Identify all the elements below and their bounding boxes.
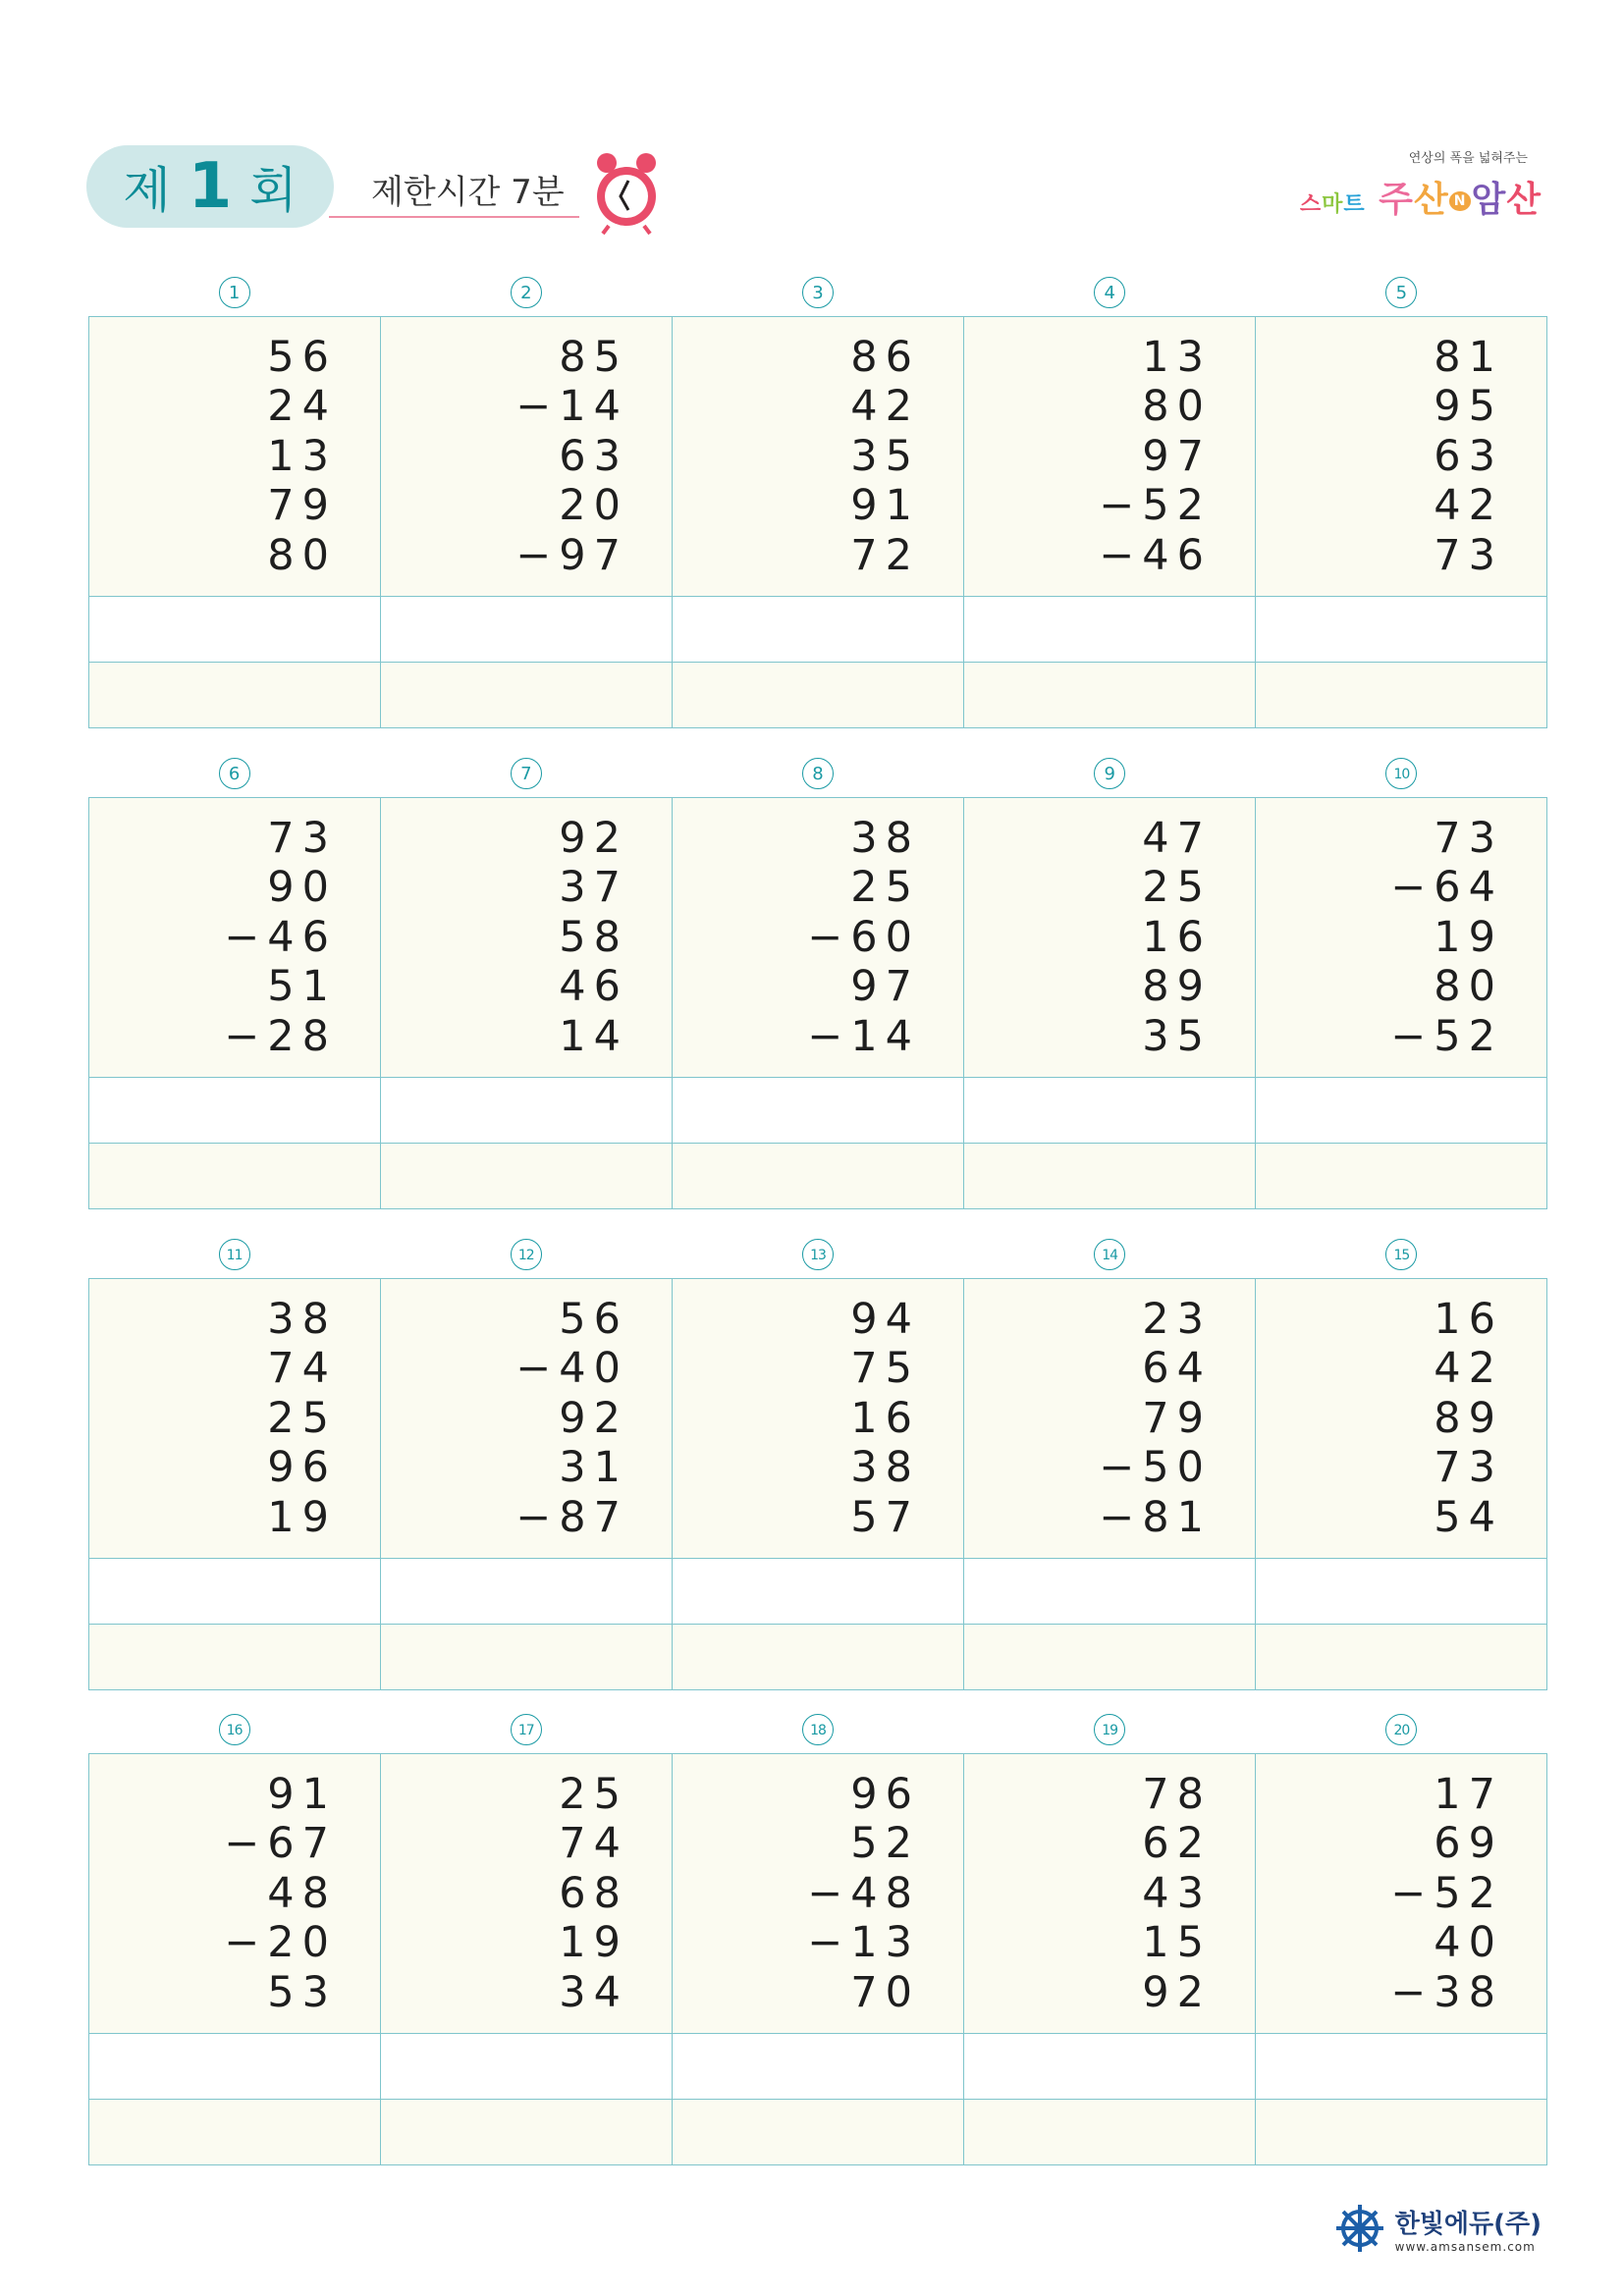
number-line: 91 (850, 481, 920, 531)
publisher-footer (1334, 2203, 1542, 2254)
number-line: 95 (1434, 382, 1503, 432)
number-line: 38 (850, 814, 920, 863)
answer-cell[interactable] (673, 1078, 964, 1144)
number-line: −97 (515, 530, 628, 580)
number-column (673, 317, 963, 580)
problem-number-label: 16 (219, 1714, 250, 1745)
number-line: 53 (267, 1967, 337, 2017)
number-column (964, 798, 1255, 1061)
problem-cell (89, 1754, 381, 2034)
number-line: 40 (1434, 1918, 1503, 1968)
check-cell[interactable] (1256, 1144, 1547, 1209)
number-line: −28 (224, 1011, 337, 1061)
number-line: 79 (1142, 1393, 1212, 1443)
number-line: 81 (1434, 333, 1503, 382)
number-line: 35 (1142, 1011, 1212, 1061)
problem-cell (673, 317, 964, 597)
problem-labels-row (88, 1710, 1547, 1753)
check-cell[interactable] (1256, 663, 1547, 728)
number-line: 16 (1142, 912, 1212, 962)
problem-cell (89, 798, 381, 1078)
answer-cell[interactable] (89, 1078, 381, 1144)
problem-grid (88, 1278, 1547, 1690)
problem-number-label: 17 (511, 1714, 542, 1745)
number-line: 72 (850, 530, 920, 580)
number-line: 31 (559, 1443, 628, 1493)
number-line: −52 (1390, 1011, 1503, 1061)
answer-cell[interactable] (673, 2034, 964, 2100)
number-line: 42 (1434, 481, 1503, 531)
number-column (1256, 798, 1546, 1061)
number-line: 73 (1434, 1443, 1503, 1493)
number-line: 25 (1142, 863, 1212, 913)
number-line: 97 (1142, 431, 1212, 481)
problem-cell (1256, 1279, 1547, 1559)
number-line: 75 (850, 1344, 920, 1394)
number-line: 13 (1142, 333, 1212, 382)
problem-cell (1256, 317, 1547, 597)
number-line: 16 (1434, 1295, 1503, 1344)
title-underline (329, 216, 579, 218)
number-column (89, 1754, 380, 2017)
number-line: −14 (807, 1011, 920, 1061)
number-column (673, 1754, 963, 2017)
round-suffix: 회 (249, 162, 298, 219)
check-cell[interactable] (964, 1625, 1256, 1690)
number-line: 34 (559, 1967, 628, 2017)
number-line: −46 (224, 912, 337, 962)
ship-wheel-icon (1334, 2203, 1385, 2254)
answer-cell[interactable] (964, 597, 1256, 663)
number-line: 92 (559, 1393, 628, 1443)
number-line: 56 (559, 1295, 628, 1344)
check-cell[interactable] (673, 2100, 964, 2165)
problem-number-label: 3 (802, 277, 834, 308)
number-line: 19 (267, 1492, 337, 1542)
number-line: 92 (559, 814, 628, 863)
problem-grid (88, 316, 1547, 728)
number-line: −67 (224, 1819, 337, 1869)
problem-number-label: 6 (219, 758, 250, 789)
number-line: 70 (850, 1967, 920, 2017)
number-line: 62 (1142, 1819, 1212, 1869)
problem-cell (1256, 798, 1547, 1078)
problem-block-1 (88, 273, 1547, 728)
check-cell[interactable] (673, 1144, 964, 1209)
problem-cell (964, 798, 1256, 1078)
problem-cell (381, 317, 673, 597)
number-line: −64 (1390, 863, 1503, 913)
check-cell[interactable] (381, 1144, 673, 1209)
number-line: 92 (1142, 1967, 1212, 2017)
problem-cell (1256, 1754, 1547, 2034)
check-cell[interactable] (673, 663, 964, 728)
answer-cell[interactable] (89, 1559, 381, 1625)
number-line: 96 (850, 1770, 920, 1819)
check-cell[interactable] (964, 663, 1256, 728)
problem-number-label: 18 (802, 1714, 834, 1745)
problem-block-2 (88, 754, 1547, 1209)
check-cell[interactable] (673, 1625, 964, 1690)
number-line: 80 (267, 530, 337, 580)
number-line: 24 (267, 382, 337, 432)
number-line: 38 (850, 1443, 920, 1493)
number-line: −87 (515, 1492, 628, 1542)
number-line: 94 (850, 1295, 920, 1344)
number-line: 43 (1142, 1868, 1212, 1918)
check-cell[interactable] (89, 663, 381, 728)
problem-cell (964, 317, 1256, 597)
number-line: −48 (807, 1868, 920, 1918)
number-line: 97 (850, 962, 920, 1012)
problem-number-label: 14 (1094, 1239, 1125, 1270)
answer-cell[interactable] (89, 2034, 381, 2100)
number-column (1256, 1754, 1546, 2017)
answer-cell[interactable] (964, 1559, 1256, 1625)
problem-number-label: 12 (511, 1239, 542, 1270)
alarm-clock-icon (587, 147, 666, 236)
answer-cell[interactable] (673, 1559, 964, 1625)
number-line: 63 (559, 431, 628, 481)
number-column (89, 798, 380, 1061)
number-line: −14 (515, 382, 628, 432)
brand-tagline: 연상의 폭을 넓혀주는 (1408, 151, 1528, 166)
check-cell[interactable] (381, 1625, 673, 1690)
problem-cell (964, 1754, 1256, 2034)
problem-number-label: 2 (511, 277, 542, 308)
problem-number-label: 19 (1094, 1714, 1125, 1745)
number-line: 17 (1434, 1770, 1503, 1819)
number-line: 19 (1434, 912, 1503, 962)
number-line: 96 (267, 1443, 337, 1493)
check-cell[interactable] (964, 1144, 1256, 1209)
number-line: 35 (850, 431, 920, 481)
number-line: 73 (267, 814, 337, 863)
number-line: 47 (1142, 814, 1212, 863)
number-line: 85 (559, 333, 628, 382)
problem-cell (89, 1279, 381, 1559)
number-line: 69 (1434, 1819, 1503, 1869)
number-line: −13 (807, 1918, 920, 1968)
check-cell[interactable] (1256, 1625, 1547, 1690)
number-line: 48 (267, 1868, 337, 1918)
problem-block-3 (88, 1235, 1547, 1690)
problem-block-4 (88, 1710, 1547, 2165)
check-cell[interactable] (381, 663, 673, 728)
brand-name: 스마트 주산 N 암산 (1299, 180, 1542, 220)
number-line: 46 (559, 962, 628, 1012)
number-column (89, 1279, 380, 1542)
number-line: 63 (1434, 431, 1503, 481)
number-line: −52 (1390, 1868, 1503, 1918)
check-cell[interactable] (89, 1144, 381, 1209)
answer-cell[interactable] (1256, 1078, 1547, 1144)
number-column (381, 317, 672, 580)
answer-cell[interactable] (381, 1078, 673, 1144)
problem-cell (381, 1754, 673, 2034)
problem-cell (89, 317, 381, 597)
number-column (89, 317, 380, 580)
problem-number-label: 4 (1094, 277, 1125, 308)
number-line: 13 (267, 431, 337, 481)
number-line: 25 (559, 1770, 628, 1819)
number-line: 90 (267, 863, 337, 913)
problem-number-label: 20 (1385, 1714, 1417, 1745)
number-line: 89 (1434, 1393, 1503, 1443)
number-column (1256, 317, 1546, 580)
number-line: 20 (559, 481, 628, 531)
number-line: 80 (1434, 962, 1503, 1012)
check-cell[interactable] (381, 2100, 673, 2165)
number-line: 79 (267, 481, 337, 531)
answer-cell[interactable] (381, 597, 673, 663)
answer-cell[interactable] (964, 2034, 1256, 2100)
problem-number-label: 11 (219, 1239, 250, 1270)
number-column (381, 798, 672, 1061)
round-number: 1 (188, 150, 233, 223)
number-line: 91 (267, 1770, 337, 1819)
problem-grid (88, 797, 1547, 1209)
answer-cell[interactable] (89, 597, 381, 663)
problem-number-label: 7 (511, 758, 542, 789)
number-line: −20 (224, 1918, 337, 1968)
problem-cell (381, 1279, 673, 1559)
number-line: 68 (559, 1868, 628, 1918)
answer-cell[interactable] (1256, 2034, 1547, 2100)
number-line: 54 (1434, 1492, 1503, 1542)
number-line: 15 (1142, 1918, 1212, 1968)
number-line: −52 (1099, 481, 1212, 531)
problem-number-label: 10 (1385, 758, 1417, 789)
number-column (964, 1754, 1255, 2017)
number-line: −81 (1099, 1492, 1212, 1542)
problem-labels-row (88, 273, 1547, 316)
problem-number-label: 15 (1385, 1239, 1417, 1270)
number-line: 51 (267, 962, 337, 1012)
problem-cell (964, 1279, 1256, 1559)
number-line: 38 (267, 1295, 337, 1344)
number-line: 64 (1142, 1344, 1212, 1394)
number-line: −50 (1099, 1443, 1212, 1493)
number-column (381, 1279, 672, 1542)
number-line: 37 (559, 863, 628, 913)
number-line: 73 (1434, 814, 1503, 863)
brand-logo (1300, 147, 1542, 222)
number-line: −46 (1099, 530, 1212, 580)
check-cell[interactable] (1256, 2100, 1547, 2165)
number-line: −40 (515, 1344, 628, 1394)
problem-labels-row (88, 1235, 1547, 1278)
problem-cell (673, 1754, 964, 2034)
number-line: 74 (267, 1344, 337, 1394)
check-cell[interactable] (964, 2100, 1256, 2165)
round-prefix: 제 (123, 162, 171, 219)
problem-labels-row (88, 754, 1547, 797)
answer-cell[interactable] (1256, 1559, 1547, 1625)
answer-cell[interactable] (381, 2034, 673, 2100)
answer-cell[interactable] (381, 1559, 673, 1625)
number-line: −60 (807, 912, 920, 962)
number-line: 80 (1142, 382, 1212, 432)
time-limit-label: 제한시간 7분 (371, 173, 565, 212)
number-line: 16 (850, 1393, 920, 1443)
number-line: 19 (559, 1918, 628, 1968)
problem-number-label: 1 (219, 277, 250, 308)
number-column (1256, 1279, 1546, 1542)
number-line: 23 (1142, 1295, 1212, 1344)
problem-grid (88, 1753, 1547, 2165)
number-line: 58 (559, 912, 628, 962)
number-line: 86 (850, 333, 920, 382)
answer-cell[interactable] (1256, 597, 1547, 663)
number-line: 73 (1434, 530, 1503, 580)
number-line: 57 (850, 1492, 920, 1542)
number-line: −38 (1390, 1967, 1503, 2017)
number-line: 89 (1142, 962, 1212, 1012)
number-column (673, 1279, 963, 1542)
number-column (964, 317, 1255, 580)
number-line: 74 (559, 1819, 628, 1869)
problem-number-label: 9 (1094, 758, 1125, 789)
publisher-name: 한빛에듀(주) (1394, 2209, 1542, 2239)
problem-number-label: 13 (802, 1239, 834, 1270)
number-line: 42 (1434, 1344, 1503, 1394)
number-line: 25 (267, 1393, 337, 1443)
round-badge (86, 145, 334, 228)
problem-cell (673, 798, 964, 1078)
check-cell[interactable] (89, 2100, 381, 2165)
number-line: 56 (267, 333, 337, 382)
check-cell[interactable] (89, 1625, 381, 1690)
answer-cell[interactable] (964, 1078, 1256, 1144)
number-column (673, 798, 963, 1061)
number-line: 78 (1142, 1770, 1212, 1819)
number-line: 14 (559, 1011, 628, 1061)
number-line: 25 (850, 863, 920, 913)
problem-cell (381, 798, 673, 1078)
number-column (381, 1754, 672, 2017)
answer-cell[interactable] (673, 597, 964, 663)
number-line: 42 (850, 382, 920, 432)
problem-cell (673, 1279, 964, 1559)
problem-number-label: 5 (1385, 277, 1417, 308)
number-column (964, 1279, 1255, 1542)
number-line: 52 (850, 1819, 920, 1869)
publisher-url: www.amsansem.com (1394, 2239, 1536, 2254)
problem-number-label: 8 (802, 758, 834, 789)
